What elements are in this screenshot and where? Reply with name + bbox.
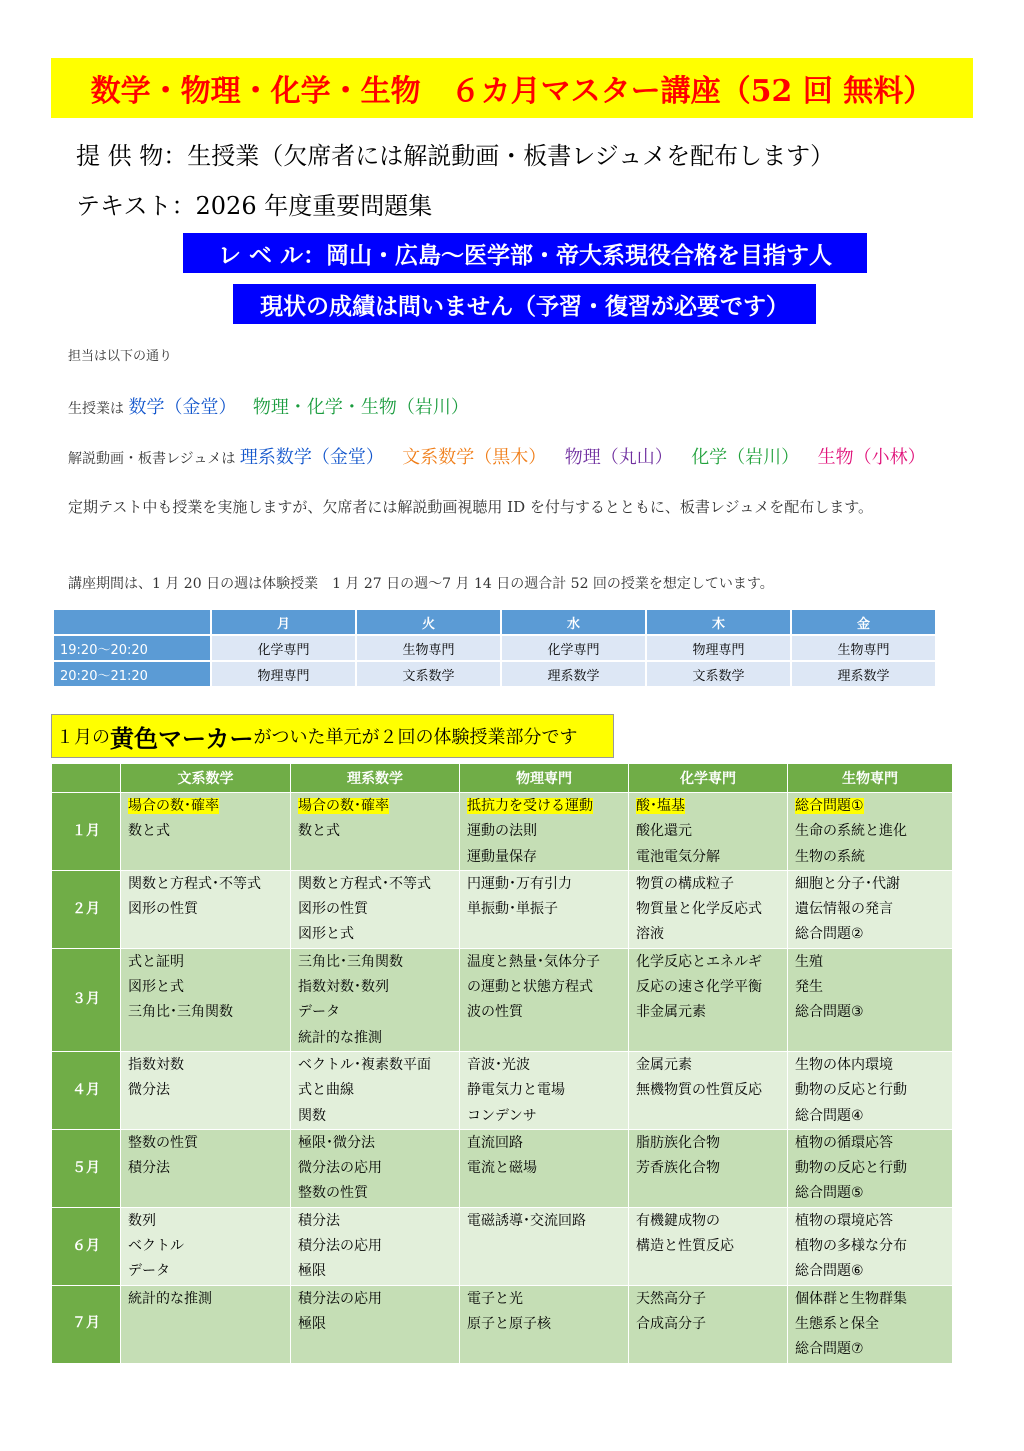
curriculum-cell [291,1051,460,1129]
month-label: ６月 [52,1207,121,1285]
unit-label: 数と式 [298,823,340,840]
unit-label: 植物の循環応答 [795,1134,893,1151]
unit-item [467,975,628,1000]
schedule-corner [53,609,211,635]
period-note: 講座期間は、1 月 20 日の週は体験授業 1 月 27 日の週～7 月 14 日の週合計 52 回の授業を想定しています。 [68,576,774,592]
unit-item [467,1104,628,1129]
unit-label: 場合の数･確率 [128,798,219,814]
unit-item [795,922,952,947]
unit-item [128,1000,290,1025]
unit-item [636,975,787,1000]
unit-label: 有機鍵成物の [636,1212,720,1229]
subject-header: 理系数学 [291,764,460,793]
unit-label: 総合問題④ [795,1107,864,1124]
month-label: ２月 [52,870,121,948]
unit-label: 溶液 [636,926,664,943]
unit-label: 波の性質 [467,1004,523,1021]
unit-label: 積分法の応用 [298,1290,382,1307]
curriculum-cell [629,793,788,871]
trial-unit-item [467,794,628,819]
curriculum-header-row [52,764,953,793]
day-header: 木 [646,609,791,635]
unit-label: 構造と性質反応 [636,1238,734,1255]
curriculum-cell [460,870,629,948]
unit-label: 物質量と化学反応式 [636,901,762,918]
unit-label: 電子と光 [467,1290,523,1307]
unit-label: 極限 [298,1315,326,1332]
schedule-cell: 文系数学 [646,661,791,687]
unit-label: 式と証明 [128,953,184,970]
curriculum-cell [629,870,788,948]
unit-item [298,1026,459,1051]
curriculum-row [52,948,953,1051]
weekly-schedule-table [52,608,937,688]
unit-item [298,922,459,947]
charge-note: 担当は以下の通り [68,349,173,364]
unit-label: 合成高分子 [636,1315,706,1332]
unit-item [795,975,952,1000]
trial-unit-item [795,794,952,819]
curriculum-cell [121,1285,291,1363]
schedule-cell: 化学専門 [501,635,646,661]
unit-label: 植物の環境応答 [795,1212,893,1229]
unit-item [636,1053,787,1078]
curriculum-cell [291,948,460,1051]
video-item: 物理（丸山） [564,447,673,468]
unit-label: 運動の法則 [467,823,537,840]
curriculum-row [52,870,953,948]
schedule-header-row [53,609,936,635]
schedule-row [53,635,936,661]
unit-item [298,1104,459,1129]
unit-item [636,1078,787,1103]
schedule-cell: 生物専門 [791,635,936,661]
day-header: 月 [211,609,356,635]
curriculum-cell [460,1207,629,1285]
unit-label: 積分法 [298,1212,340,1229]
curriculum-cell [788,870,953,948]
video-item: 理系数学（金堂） [239,447,384,468]
curriculum-cell [121,870,291,948]
unit-label: 指数対数･数列 [298,979,389,996]
curriculum-cell [788,1207,953,1285]
unit-label: 図形の性質 [298,901,368,918]
unit-label: 図形の性質 [128,901,198,918]
unit-item [795,872,952,897]
unit-item [298,1312,459,1337]
unit-item [636,1000,787,1025]
unit-item [636,872,787,897]
unit-label: 動物の反応と行動 [795,1160,907,1177]
provide-line: 提 供 物：生授業（欠席者には解説動画・板書レジュメを配布します） [76,142,835,170]
unit-label: 関数 [298,1107,326,1124]
unit-item [128,1156,290,1181]
unit-label: 総合問題② [795,926,864,943]
unit-label: 円運動･万有引力 [467,875,572,892]
unit-item [467,1287,628,1312]
unit-item [467,819,628,844]
unit-item [636,845,787,870]
grade-band: 現状の成績は問いません（予習・復習が必要です） [233,284,816,324]
curriculum-cell [460,793,629,871]
unit-label: 酸化還元 [636,823,692,840]
unit-item [467,1053,628,1078]
unit-item [128,1131,290,1156]
unit-item [467,950,628,975]
marker-note-highlight: 黄色マーカー [110,723,254,753]
unit-item [298,897,459,922]
marker-note-pre: １月の [56,727,110,748]
unit-item [795,1104,952,1129]
unit-item [128,1234,290,1259]
unit-item [128,1209,290,1234]
unit-item [467,1209,628,1234]
unit-label: 総合問題③ [795,1004,864,1021]
unit-label: 遺伝情報の発言 [795,901,893,918]
unit-item [467,1131,628,1156]
unit-label: 温度と熱量･気体分子 [467,953,600,970]
unit-item [298,1131,459,1156]
unit-label: 動物の反応と行動 [795,1082,907,1099]
unit-item [795,1337,952,1362]
unit-label: 指数対数 [128,1056,184,1073]
unit-item [298,819,459,844]
unit-item [128,897,290,922]
unit-label: 関数と方程式･不等式 [128,875,261,892]
curriculum-cell [629,1207,788,1285]
unit-label: 電磁誘導･交流回路 [467,1212,586,1229]
unit-label: 総合問題⑦ [795,1341,864,1358]
curriculum-cell [788,1285,953,1363]
unit-item [298,1209,459,1234]
unit-item [795,1156,952,1181]
unit-item [128,1053,290,1078]
curriculum-cell [291,1285,460,1363]
unit-label: 非金属元素 [636,1004,706,1021]
unit-item [467,897,628,922]
unit-item [298,1181,459,1206]
unit-item [298,1287,459,1312]
video-item: 化学（岩川） [691,447,800,468]
unit-item [795,1234,952,1259]
unit-item [298,1156,459,1181]
unit-item [298,1259,459,1284]
unit-item [636,897,787,922]
unit-item [795,1053,952,1078]
unit-label: 個体群と生物群集 [795,1290,907,1307]
subject-header: 生物専門 [788,764,953,793]
unit-item [795,1078,952,1103]
unit-item [795,1000,952,1025]
unit-label: 数と式 [128,823,170,840]
schedule-cell: 理系数学 [791,661,936,687]
unit-item [128,872,290,897]
live-science: 物理・化学・生物（岩川） [252,397,469,418]
curriculum-cell [788,1051,953,1129]
unit-label: コンデンサ [467,1107,537,1124]
unit-label: 電池電気分解 [636,848,720,865]
unit-label: 脂肪族化合物 [636,1134,720,1151]
unit-label: 抵抗力を受ける運動 [467,798,593,814]
video-label: 解説動画・板書レジュメは [68,451,236,467]
curriculum-cell [460,1129,629,1207]
curriculum-cell [291,1207,460,1285]
unit-label: 整数の性質 [128,1134,198,1151]
unit-item [636,1131,787,1156]
unit-label: 数列 [128,1212,156,1229]
time-slot: 20:20～21:20 [53,661,211,687]
exam-note: 定期テスト中も授業を実施しますが、欠席者には解説動画視聴用 ID を付与するとともに、板書レジュメを配布します。 [68,498,874,516]
unit-label: 整数の性質 [298,1185,368,1202]
curriculum-cell [291,1129,460,1207]
unit-label: 細胞と分子･代謝 [795,875,900,892]
unit-label: 総合問題⑤ [795,1185,864,1202]
unit-label: 微分法 [128,1082,170,1099]
unit-item [298,1053,459,1078]
unit-label: 原子と原子核 [467,1315,551,1332]
day-header: 水 [501,609,646,635]
curriculum-row [52,1129,953,1207]
live-math: 数学（金堂） [128,397,237,418]
video-line [68,443,926,469]
live-label: 生授業は [68,401,124,417]
unit-label: 直流回路 [467,1134,523,1151]
unit-label: 音波･光波 [467,1056,530,1073]
live-lesson-line [68,393,469,419]
day-header: 金 [791,609,936,635]
unit-item [128,950,290,975]
schedule-cell: 生物専門 [356,635,501,661]
schedule-cell: 物理専門 [646,635,791,661]
marker-note-post: がついた単元が２回の体験授業部分です [253,727,578,748]
unit-item [467,845,628,870]
unit-item [636,922,787,947]
unit-label: 関数と方程式･不等式 [298,875,431,892]
unit-label: 三角比･三角関数 [298,953,403,970]
unit-item [636,819,787,844]
level-band: レ ベ ル：岡山・広島～医学部・帝大系現役合格を目指す人 [183,233,867,273]
unit-label: データ [298,1004,340,1021]
unit-item [298,872,459,897]
curriculum-cell [629,1051,788,1129]
curriculum-cell [460,1285,629,1363]
schedule-cell: 文系数学 [356,661,501,687]
curriculum-row [52,1051,953,1129]
unit-label: 式と曲線 [298,1082,354,1099]
month-label: ４月 [52,1051,121,1129]
curriculum-cell [629,1285,788,1363]
unit-item [795,1287,952,1312]
unit-item [298,975,459,1000]
trial-unit-item [298,794,459,819]
unit-label: ベクトル･複素数平面 [298,1056,431,1073]
curriculum-row [52,793,953,871]
unit-label: ベクトル [128,1238,184,1255]
curriculum-table [51,763,953,1364]
marker-note [51,714,614,758]
unit-label: 酸･塩基 [636,798,685,814]
curriculum-cell [629,948,788,1051]
unit-item [795,845,952,870]
unit-item [795,1181,952,1206]
unit-label: 極限･微分法 [298,1134,375,1151]
video-item: 文系数学（黒木） [402,447,547,468]
unit-item [636,1156,787,1181]
unit-label: 生殖 [795,953,823,970]
unit-item [128,1078,290,1103]
curriculum-cell [788,1129,953,1207]
unit-label: データ [128,1263,170,1280]
curriculum-cell [291,793,460,871]
unit-label: 金属元素 [636,1056,692,1073]
curriculum-row [52,1285,953,1363]
unit-item [128,975,290,1000]
schedule-cell: 化学専門 [211,635,356,661]
curriculum-cell [460,1051,629,1129]
unit-item [795,819,952,844]
unit-label: 統計的な推測 [128,1290,212,1307]
unit-label: 生命の系統と進化 [795,823,907,840]
schedule-cell: 物理専門 [211,661,356,687]
unit-label: 極限 [298,1263,326,1280]
month-label: ５月 [52,1129,121,1207]
month-label: ３月 [52,948,121,1051]
unit-item [298,1234,459,1259]
time-slot: 19:20～20:20 [53,635,211,661]
subject-header: 化学専門 [629,764,788,793]
day-header: 火 [356,609,501,635]
unit-item [298,1000,459,1025]
unit-label: 微分法の応用 [298,1160,382,1177]
unit-item [795,1259,952,1284]
title-banner [51,58,973,118]
curriculum-corner [52,764,121,793]
unit-label: 単振動･単振子 [467,901,558,918]
month-label: １月 [52,793,121,871]
unit-label: 生物の系統 [795,848,865,865]
trial-unit-item [636,794,787,819]
unit-label: 図形と式 [298,926,354,943]
curriculum-cell [460,948,629,1051]
unit-label: 積分法 [128,1160,170,1177]
unit-item [636,950,787,975]
schedule-row [53,661,936,687]
month-label: ７月 [52,1285,121,1363]
unit-label: 総合問題⑥ [795,1263,864,1280]
unit-item [636,1209,787,1234]
unit-item [795,950,952,975]
unit-label: 図形と式 [128,979,184,996]
unit-item [128,819,290,844]
curriculum-cell [788,948,953,1051]
schedule-cell: 理系数学 [501,661,646,687]
unit-label: の運動と状態方程式 [467,979,593,996]
curriculum-cell [629,1129,788,1207]
curriculum-cell [291,870,460,948]
unit-label: 総合問題① [795,798,864,814]
curriculum-cell [121,1051,291,1129]
unit-label: 植物の多様な分布 [795,1238,907,1255]
unit-item [795,1131,952,1156]
unit-label: 発生 [795,979,823,996]
curriculum-cell [121,1129,291,1207]
unit-label: 静電気力と電場 [467,1082,565,1099]
unit-label: 芳香族化合物 [636,1160,720,1177]
page-title: 数学・物理・化学・生物 ６カ月マスター講座（52 回 無料） [90,74,934,109]
unit-item [636,1234,787,1259]
unit-label: 生態系と保全 [795,1315,879,1332]
unit-item [298,950,459,975]
unit-item [467,1078,628,1103]
curriculum-cell [788,793,953,871]
unit-label: 天然高分子 [636,1290,706,1307]
unit-item [128,1259,290,1284]
unit-item [795,897,952,922]
subject-header: 文系数学 [121,764,291,793]
unit-item [795,1312,952,1337]
unit-item [795,1209,952,1234]
unit-label: 統計的な推測 [298,1029,382,1046]
unit-label: 積分法の応用 [298,1238,382,1255]
unit-label: 電流と磁場 [467,1160,537,1177]
unit-label: 生物の体内環境 [795,1056,893,1073]
curriculum-cell [121,948,291,1051]
unit-item [467,1312,628,1337]
video-item: 生物（小林） [817,447,926,468]
unit-label: 無機物質の性質反応 [636,1082,762,1099]
unit-label: 場合の数･確率 [298,798,389,814]
curriculum-cell [121,1207,291,1285]
unit-item [467,1156,628,1181]
unit-label: 物質の構成粒子 [636,875,734,892]
unit-item [298,1078,459,1103]
curriculum-cell [121,793,291,871]
trial-unit-item [128,794,290,819]
curriculum-row [52,1207,953,1285]
unit-label: 運動量保存 [467,848,537,865]
unit-label: 化学反応とエネルギ [636,953,762,970]
unit-item [467,872,628,897]
textbook-line: テキスト：2026 年度重要問題集 [76,192,433,220]
unit-label: 三角比･三角関数 [128,1004,233,1021]
unit-item [128,1287,290,1312]
unit-item [467,1000,628,1025]
unit-item [636,1287,787,1312]
subject-header: 物理専門 [460,764,629,793]
unit-label: 反応の速さ化学平衡 [636,979,762,996]
unit-item [636,1312,787,1337]
